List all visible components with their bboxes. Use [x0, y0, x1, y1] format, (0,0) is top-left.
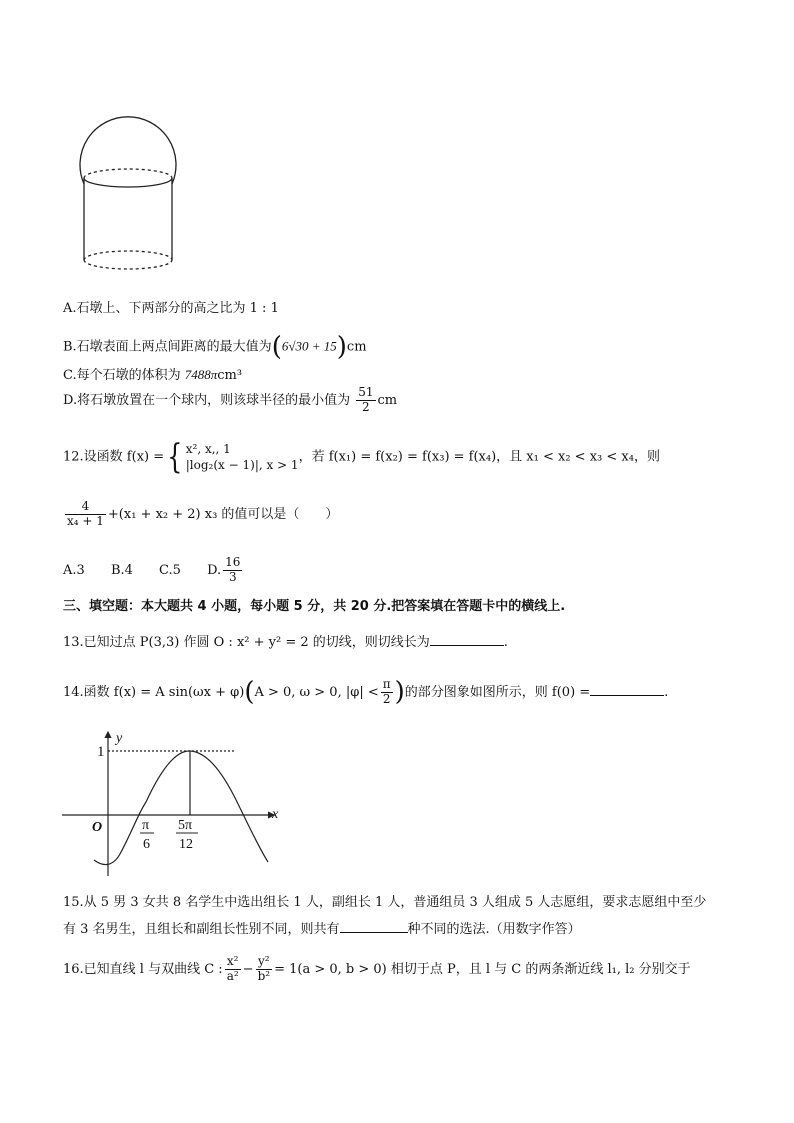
q12-option-a: A.3 — [63, 562, 85, 578]
q15-text-b: 种不同的选法.（用数字作答） — [407, 922, 581, 937]
stone-pier-figure — [72, 96, 188, 282]
y-tick-label: 1 — [97, 744, 105, 760]
sine-graph — [62, 728, 292, 878]
q11-option-d-unit: cm — [377, 392, 398, 408]
q12-option-d: D. — [207, 562, 222, 578]
q11-option-b-text: B.石墩表面上两点间距离的最大值为 — [63, 339, 272, 355]
sphere-outline — [80, 117, 176, 184]
q14-answer-blank[interactable] — [590, 683, 664, 696]
q11-option-b: B.石墩表面上两点间距离的最大值为(6√30 + 15)cm — [63, 332, 367, 362]
q11-option-c-expr: 7488π — [184, 367, 218, 382]
x-tick1-num: π — [142, 818, 150, 833]
q12-options — [63, 556, 244, 585]
section-3-heading: 三、填空题：本大题共 4 小题，每小题 5 分，共 20 分.把答案填在答题卡中的横线上. — [63, 599, 566, 614]
q12-prefix: 12.设函数 f(x) = — [63, 449, 165, 465]
x-tick2-num: 5π — [178, 818, 193, 833]
q12-expression — [63, 500, 338, 529]
q16: 16.已知直线 l 与双曲线 C : $\frac{\text{x²}}{\text{a²}}$ − $\frac{\text{y²}}{\text{b²}}$ = 1(a > 0, b > 0) 相切于点 P，且 l 与 C 的两条渐近线 l₁, l₂ 分别交于 — [63, 954, 691, 983]
q12-piecewise: x², x,, 1 |log₂(x − 1)|, x > 1 — [185, 441, 299, 472]
q16-fraction-x: $\frac{\text{x²}}{\text{a²}}$ — [226, 954, 239, 983]
x-tick1-den: 6 — [143, 837, 150, 852]
q15-text-a: 有 3 名男生，且组长和副组长性别不同，则共有 — [63, 922, 340, 937]
q15-answer-blank[interactable] — [340, 920, 408, 933]
q14-tail: 的部分图象如图所示，则 f(0) = — [404, 684, 591, 700]
x-axis-label: x — [272, 807, 279, 822]
x-tick2-den: 12 — [179, 837, 193, 852]
q15-line1: 15.从 5 男 3 女共 8 名学生中选出组长 1 人，副组长 1 人，普通组员 3 人组成 5 人志愿组，要求志愿组中至少 — [63, 895, 707, 910]
y-axis-label: y — [116, 731, 123, 746]
q16-fraction-y: $\frac{\text{y²}}{\text{b²}}$ — [257, 954, 271, 983]
q11-option-a-text: A.石墩上、下两部分的高之比为 1 : 1 — [63, 301, 279, 316]
origin-label: O — [92, 820, 103, 835]
q11-option-c — [63, 368, 242, 382]
q12-expr-rest: +(x₁ + x₂ + 2) x₃ 的值可以是（ ） — [107, 506, 339, 522]
q13-answer-blank[interactable] — [430, 633, 504, 646]
q12-option-d-fraction: $\frac{16}{3}$ — [225, 555, 241, 584]
q13-text: 13.已知过点 P(3,3) 作圆 O : x² + y² = 2 的切线，则切线长为 — [63, 635, 430, 650]
q14-text: 14.函数 f(x) = A sin(ωx + φ) — [63, 684, 245, 700]
cylinder-top-front — [84, 178, 172, 187]
q11-option-b-expr: 6√30 + 15 — [281, 338, 337, 354]
q12-stem: 12.设函数 f(x) ={ x², x,, 1 |log₂(x − 1)|, x > 1，若 f(x₁) = f(x₂) = f(x₃) = f(x₄)，且 x₁ < x₂ < x₃ < x₄，则 — [63, 437, 660, 477]
q11-option-a — [63, 302, 279, 315]
q11-option-d-text: D.将石墩放置在一个球内，则该球半径的最小值为 — [63, 392, 351, 408]
q16-prefix: 16.已知直线 l 与双曲线 C : — [63, 961, 223, 977]
q14: 14.函数 f(x) = A sin(ωx + φ)(A > 0, ω > 0, |φ| < $\frac{\pi}{2}$ )的部分图象如图所示，则 f(0) = . — [63, 677, 669, 708]
q11-option-d — [63, 386, 397, 415]
q13: 13.已知过点 P(3,3) 作圆 O : x² + y² = 2 的切线，则切线长为 . — [63, 635, 508, 650]
q12-option-c: C.5 — [159, 562, 181, 578]
q15-line2 — [63, 920, 581, 936]
cylinder-bottom-back — [84, 251, 172, 260]
q14-condition-fraction: $\frac{\pi}{2}$ — [382, 677, 391, 706]
q12-expr-fraction: $\frac{4}{\text{x₄ + 1}}$ — [67, 499, 104, 528]
cylinder-top-back — [84, 169, 172, 178]
q16-rest: = 1(a > 0, b > 0) 相切于点 P，且 l 与 C 的两条渐近线 l₁, l₂ 分别交于 — [274, 961, 691, 977]
q11-option-c-text: C.每个石墩的体积为 — [63, 368, 181, 383]
q12-option-b: B.4 — [110, 562, 133, 578]
q11-option-d-fraction: $\frac{51}{2}$ — [358, 385, 374, 414]
cylinder-bottom-front — [84, 260, 172, 269]
q11-option-b-unit: cm — [346, 339, 367, 355]
q12-condition: ，若 f(x₁) = f(x₂) = f(x₃) = f(x₄)，且 x₁ < x₂ < x₃ < x₄，则 — [298, 449, 660, 465]
q14-condition: A > 0, ω > 0, |φ| < — [254, 684, 379, 700]
q11-option-c-unit: cm³ — [217, 368, 243, 383]
